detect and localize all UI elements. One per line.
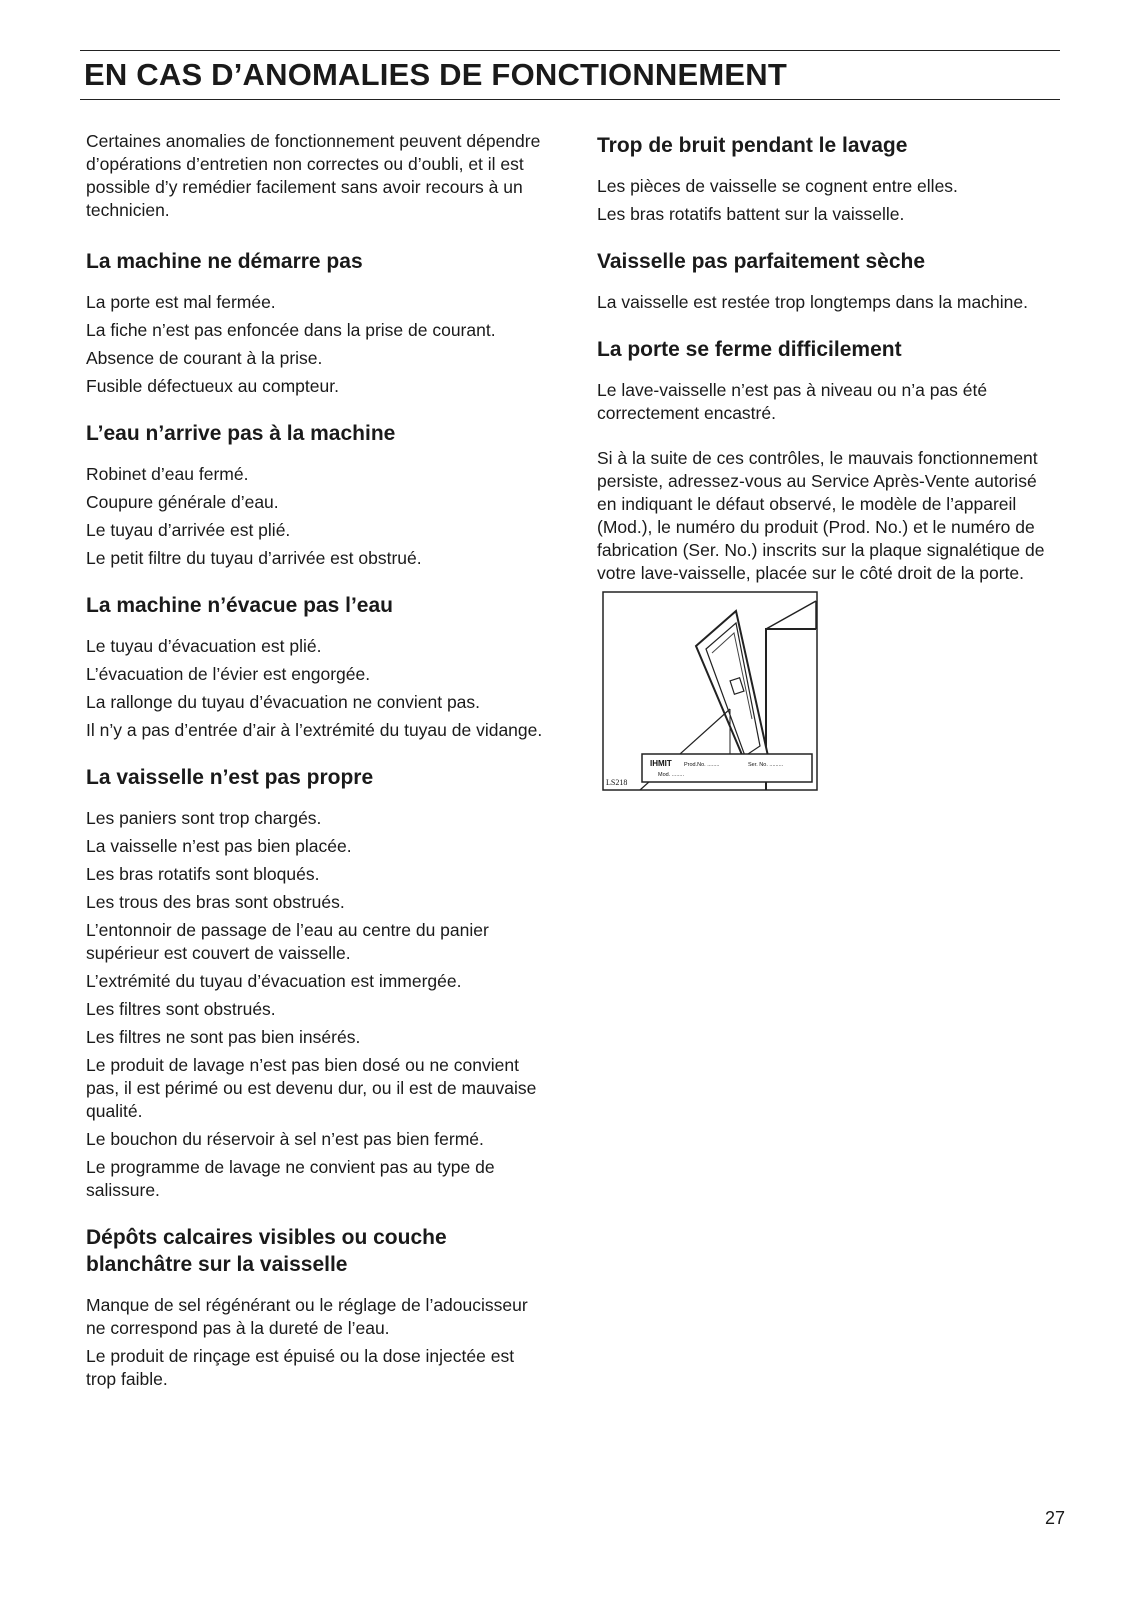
section-heading: La machine n’évacue pas l’eau (86, 594, 393, 617)
list-item: Les filtres sont obstrués. (86, 999, 276, 1019)
section-heading: La vaisselle n’est pas propre (86, 766, 374, 789)
section-noise (597, 132, 1059, 226)
page-title: EN CAS D’ANOMALIES DE FONCTIONNEMENT (84, 57, 787, 92)
list-item: Coupure générale d’eau. (86, 492, 279, 512)
bottom-rule (80, 99, 1060, 100)
list-item: Manque de sel régénérant ou le réglage de l’adoucisseur ne correspond pas à la dureté de l’eau. (86, 1295, 528, 1338)
plate-brand: IHMIT (650, 759, 672, 768)
list-item: Il n’y a pas d’entrée d’air à l’extrémité du tuyau de vidange. (86, 720, 543, 740)
list-item: La rallonge du tuyau d’évacuation ne convient pas. (86, 692, 481, 712)
list-item: Les pièces de vaisselle se cognent entre elles. (597, 176, 958, 196)
list-item: Robinet d’eau fermé. (86, 464, 249, 484)
section-heading: Vaisselle pas parfaitement sèche (597, 250, 926, 273)
service-note: Si à la suite de ces contrôles, le mauvais fonctionnement persiste, adressez-vous au Service Après-Vente autorisé en indiquant le défaut observé, le modèle de l’appareil (Mod.), le numéro du produit (Prod. No.) et le numéro de fabrication (Ser. No.) inscrits sur la plaque signalétique de votre lave-vaisselle, placée sur le côté droit de la porte. (597, 448, 1045, 583)
list-item: Fusible défectueux au compteur. (86, 376, 339, 396)
plate-prod: Prod.No. ........ (684, 762, 720, 768)
section-heading: La porte se ferme difficilement (597, 338, 902, 361)
plate-mod: Mod. ........ (658, 772, 684, 778)
list-item: Le programme de lavage ne convient pas au type de salissure. (86, 1157, 495, 1200)
rating-plate-figure (602, 591, 822, 793)
list-item: La fiche n’est pas enfoncée dans la prise de courant. (86, 320, 496, 340)
list-item: Le lave-vaisselle n’est pas à niveau ou n’a pas été correctement encastré. (597, 380, 988, 423)
section-not-dry (597, 248, 1059, 314)
list-item: L’extrémité du tuyau d’évacuation est immergée. (86, 971, 462, 991)
right-column (597, 132, 1059, 793)
list-item: La porte est mal fermée. (86, 292, 276, 312)
list-item: Les bras rotatifs sont bloqués. (86, 864, 320, 884)
list-item: Le tuyau d’arrivée est plié. (86, 520, 291, 540)
top-rule (80, 50, 1060, 51)
list-item: Les filtres ne sont pas bien insérés. (86, 1027, 361, 1047)
list-item: Les paniers sont trop chargés. (86, 808, 322, 828)
plate-ser: Ser. No. ......... (748, 762, 784, 768)
list-item: Le produit de rinçage est épuisé ou la dose injectée est trop faible. (86, 1346, 515, 1389)
left-column (86, 130, 548, 1413)
section-no-drain (86, 592, 548, 742)
section-heading: Trop de bruit pendant le lavage (597, 134, 908, 157)
list-item: La vaisselle est restée trop longtemps dans la machine. (597, 292, 1028, 312)
list-item: Absence de courant à la prise. (86, 348, 323, 368)
section-heading: L’eau n’arrive pas à la machine (86, 422, 396, 445)
list-item: Les trous des bras sont obstrués. (86, 892, 345, 912)
page-number: 27 (1044, 1508, 1065, 1528)
intro-paragraph: Certaines anomalies de fonctionnement peuvent dépendre d’opérations d’entretien non correctes ou d’oubli, et il est possible d’y remédier facilement sans avoir recours à un technicien. (86, 131, 541, 220)
list-item: L’évacuation de l’évier est engorgée. (86, 664, 371, 684)
list-item: L’entonnoir de passage de l’eau au centre du panier supérieur est couvert de vaisselle. (86, 920, 489, 963)
list-item: Le produit de lavage n’est pas bien dosé ou ne convient pas, il est périmé ou est devenu dur, ou il est de mauvaise qualité. (86, 1055, 537, 1121)
section-heading: Dépôts calcaires visibles ou couche blanchâtre sur la vaisselle (86, 1226, 447, 1276)
section-limescale (86, 1224, 548, 1391)
list-item: La vaisselle n’est pas bien placée. (86, 836, 352, 856)
section-heading: La machine ne démarre pas (86, 250, 363, 273)
list-item: Les bras rotatifs battent sur la vaisselle. (597, 204, 905, 224)
dishwasher-door-illustration (602, 591, 822, 793)
list-item: Le bouchon du réservoir à sel n’est pas bien fermé. (86, 1129, 484, 1149)
section-no-start (86, 248, 548, 398)
figure-code: LS218 (606, 778, 628, 787)
section-door (597, 336, 1059, 425)
list-item: Le petit filtre du tuyau d’arrivée est obstrué. (86, 548, 422, 568)
section-no-water (86, 420, 548, 570)
section-dishes-not-clean (86, 764, 548, 1202)
list-item: Le tuyau d’évacuation est plié. (86, 636, 322, 656)
